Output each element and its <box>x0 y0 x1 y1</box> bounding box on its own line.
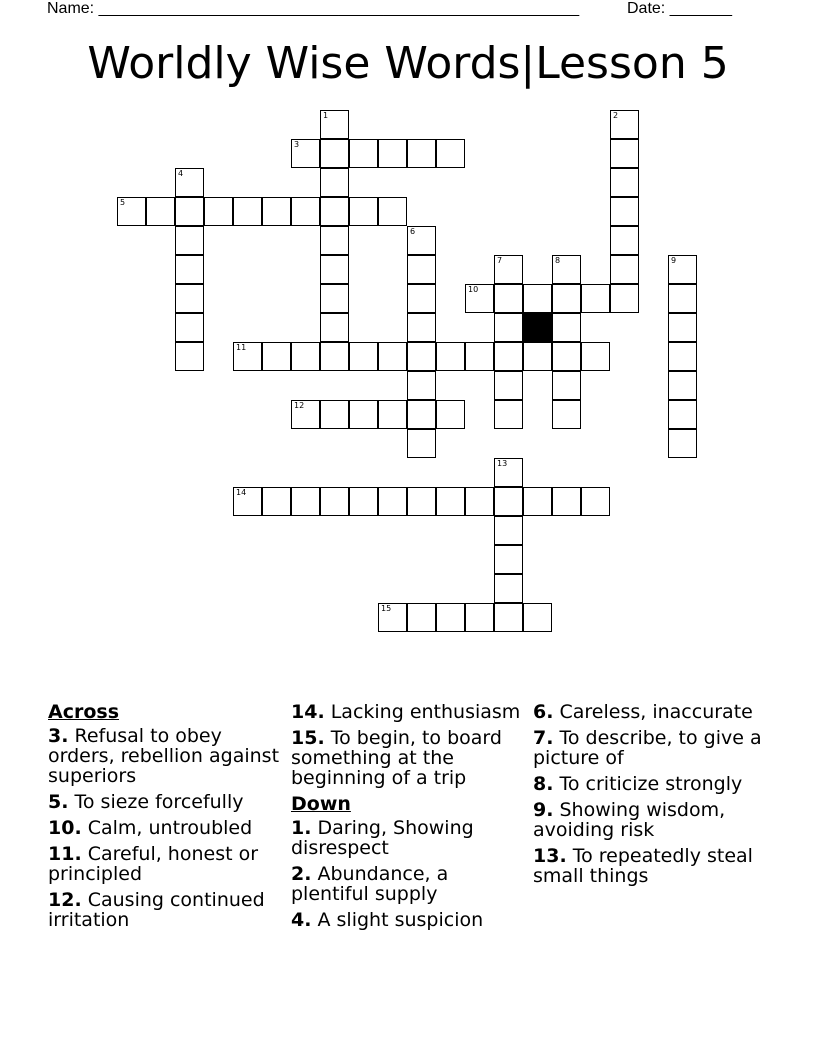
grid-cell[interactable] <box>610 139 639 168</box>
grid-cell[interactable] <box>465 603 494 632</box>
down-clue-6: 6. Careless, inaccurate <box>533 701 753 723</box>
grid-cell[interactable] <box>494 574 523 603</box>
grid-cell[interactable] <box>262 487 291 516</box>
cell-number: 8 <box>555 256 561 265</box>
down-clue-2: 2. Abundance, a plentiful supply <box>291 863 449 905</box>
grid-cell[interactable] <box>349 487 378 516</box>
grid-cell[interactable] <box>378 139 407 168</box>
down-clue-13: 13. To repeatedly steal small things <box>533 845 753 887</box>
grid-cell[interactable] <box>407 400 436 429</box>
grid-cell[interactable] <box>581 342 610 371</box>
grid-cell[interactable] <box>668 284 697 313</box>
clues-column-3 <box>533 700 769 892</box>
grid-cell[interactable] <box>668 400 697 429</box>
grid-cell[interactable] <box>320 313 349 342</box>
grid-cell[interactable] <box>320 400 349 429</box>
grid-cell[interactable] <box>378 487 407 516</box>
grid-cell[interactable] <box>233 342 262 371</box>
grid-cell[interactable] <box>610 255 639 284</box>
grid-cell[interactable] <box>494 342 523 371</box>
grid-cell[interactable] <box>552 400 581 429</box>
cell-number: 13 <box>497 459 508 468</box>
grid-cell[interactable] <box>291 342 320 371</box>
black-square <box>523 313 552 342</box>
grid-cell[interactable] <box>378 197 407 226</box>
across-clue-5: 5. To sieze forcefully <box>48 791 244 813</box>
grid-cell[interactable] <box>349 197 378 226</box>
grid-cell[interactable] <box>523 342 552 371</box>
across-clue-15: 15. To begin, to board something at the beginning of a trip <box>291 727 502 789</box>
grid-cell[interactable] <box>262 342 291 371</box>
grid-cell[interactable] <box>204 197 233 226</box>
grid-cell[interactable] <box>407 226 436 255</box>
grid-cell[interactable] <box>494 284 523 313</box>
grid-cell[interactable] <box>407 371 436 400</box>
cell-number: 12 <box>294 401 305 410</box>
across-clue-12: 12. Causing continued irritation <box>48 889 265 931</box>
grid-cell[interactable] <box>175 255 204 284</box>
across-clue-14: 14. Lacking enthusiasm <box>291 701 521 723</box>
cell-number: 15 <box>381 604 392 613</box>
grid-cell[interactable] <box>291 139 320 168</box>
grid-cell[interactable] <box>436 342 465 371</box>
grid-cell[interactable] <box>175 197 204 226</box>
down-heading: Down <box>291 793 351 815</box>
grid-cell[interactable] <box>494 487 523 516</box>
grid-cell[interactable] <box>175 284 204 313</box>
cell-number: 3 <box>294 140 300 149</box>
grid-cell[interactable] <box>610 168 639 197</box>
grid-cell[interactable] <box>552 342 581 371</box>
cell-number: 10 <box>468 285 479 294</box>
grid-cell[interactable] <box>668 342 697 371</box>
across-clue-11: 11. Careful, honest or principled <box>48 843 259 885</box>
grid-cell[interactable] <box>233 197 262 226</box>
grid-cell[interactable] <box>320 168 349 197</box>
across-clue-3: 3. Refusal to obey orders, rebellion against superiors <box>48 725 280 787</box>
grid-cell[interactable] <box>668 313 697 342</box>
grid-cell[interactable] <box>552 487 581 516</box>
name-field[interactable]: Name: ______________________________________________________ <box>47 0 580 17</box>
grid-cell[interactable] <box>465 284 494 313</box>
grid-cell[interactable] <box>494 400 523 429</box>
grid-cell[interactable] <box>407 429 436 458</box>
grid-cell[interactable] <box>494 371 523 400</box>
grid-cell[interactable] <box>668 429 697 458</box>
grid-cell[interactable] <box>175 226 204 255</box>
grid-cell[interactable] <box>407 487 436 516</box>
grid-cell[interactable] <box>668 255 697 284</box>
grid-cell[interactable] <box>436 139 465 168</box>
grid-cell[interactable] <box>407 139 436 168</box>
grid-cell[interactable] <box>349 400 378 429</box>
down-clue-1: 1. Daring, Showing disrespect <box>291 817 474 859</box>
grid-cell[interactable] <box>320 110 349 139</box>
cell-number: 4 <box>178 169 184 178</box>
down-clue-9: 9. Showing wisdom, avoiding risk <box>533 799 726 841</box>
grid-cell[interactable] <box>378 342 407 371</box>
grid-cell[interactable] <box>465 342 494 371</box>
grid-cell[interactable] <box>407 313 436 342</box>
grid-cell[interactable] <box>320 226 349 255</box>
across-clue-10: 10. Calm, untroubled <box>48 817 253 839</box>
clues-column-2 <box>291 700 527 936</box>
grid-cell[interactable] <box>291 400 320 429</box>
grid-cell[interactable] <box>494 603 523 632</box>
grid-cell[interactable] <box>494 255 523 284</box>
grid-cell[interactable] <box>146 197 175 226</box>
grid-cell[interactable] <box>175 168 204 197</box>
grid-cell[interactable] <box>552 255 581 284</box>
grid-cell[interactable] <box>552 284 581 313</box>
grid-cell[interactable] <box>117 197 146 226</box>
grid-cell[interactable] <box>349 342 378 371</box>
grid-cell[interactable] <box>494 313 523 342</box>
grid-cell[interactable] <box>407 342 436 371</box>
grid-cell[interactable] <box>407 255 436 284</box>
grid-cell[interactable] <box>262 197 291 226</box>
cell-number: 7 <box>497 256 503 265</box>
grid-cell[interactable] <box>436 603 465 632</box>
down-clue-8: 8. To criticize strongly <box>533 773 743 795</box>
grid-cell[interactable] <box>581 284 610 313</box>
grid-cell[interactable] <box>233 487 262 516</box>
grid-cell[interactable] <box>349 139 378 168</box>
grid-cell[interactable] <box>465 487 494 516</box>
grid-cell[interactable] <box>523 284 552 313</box>
clues-column-1 <box>48 700 284 936</box>
grid-cell[interactable] <box>291 487 320 516</box>
grid-cell[interactable] <box>494 545 523 574</box>
grid-cell[interactable] <box>552 371 581 400</box>
page-title: Worldly Wise Words|Lesson 5 <box>87 38 729 89</box>
grid-cell[interactable] <box>494 458 523 487</box>
cell-number: 6 <box>410 227 416 236</box>
date-field[interactable]: Date: _______ <box>627 0 732 17</box>
grid-cell[interactable] <box>320 487 349 516</box>
grid-cell[interactable] <box>581 487 610 516</box>
grid-cell[interactable] <box>610 197 639 226</box>
across-heading: Across <box>48 701 120 723</box>
grid-cell[interactable] <box>494 516 523 545</box>
cell-number: 2 <box>613 111 619 120</box>
grid-cell[interactable] <box>523 487 552 516</box>
grid-cell[interactable] <box>320 342 349 371</box>
grid-cell[interactable] <box>175 342 204 371</box>
cell-number: 1 <box>323 111 329 120</box>
grid-cell[interactable] <box>378 400 407 429</box>
grid-cell[interactable] <box>610 226 639 255</box>
grid-cell[interactable] <box>407 284 436 313</box>
cell-number: 5 <box>120 198 126 207</box>
grid-cell[interactable] <box>552 313 581 342</box>
grid-cell[interactable] <box>175 313 204 342</box>
grid-cell[interactable] <box>610 284 639 313</box>
grid-cell[interactable] <box>320 197 349 226</box>
cell-number: 11 <box>236 343 247 352</box>
grid-cell[interactable] <box>320 284 349 313</box>
cell-number: 14 <box>236 488 247 497</box>
grid-cell[interactable] <box>320 139 349 168</box>
grid-cell[interactable] <box>291 197 320 226</box>
down-clue-7: 7. To describe, to give a picture of <box>533 727 762 769</box>
grid-cell[interactable] <box>668 371 697 400</box>
grid-cell[interactable] <box>320 255 349 284</box>
grid-cell[interactable] <box>523 603 552 632</box>
down-clue-4: 4. A slight suspicion <box>291 909 484 931</box>
grid-cell[interactable] <box>436 487 465 516</box>
grid-cell[interactable] <box>407 603 436 632</box>
grid-cell[interactable] <box>436 400 465 429</box>
grid-cell[interactable] <box>378 603 407 632</box>
cell-number: 9 <box>671 256 677 265</box>
grid-cell[interactable] <box>610 110 639 139</box>
